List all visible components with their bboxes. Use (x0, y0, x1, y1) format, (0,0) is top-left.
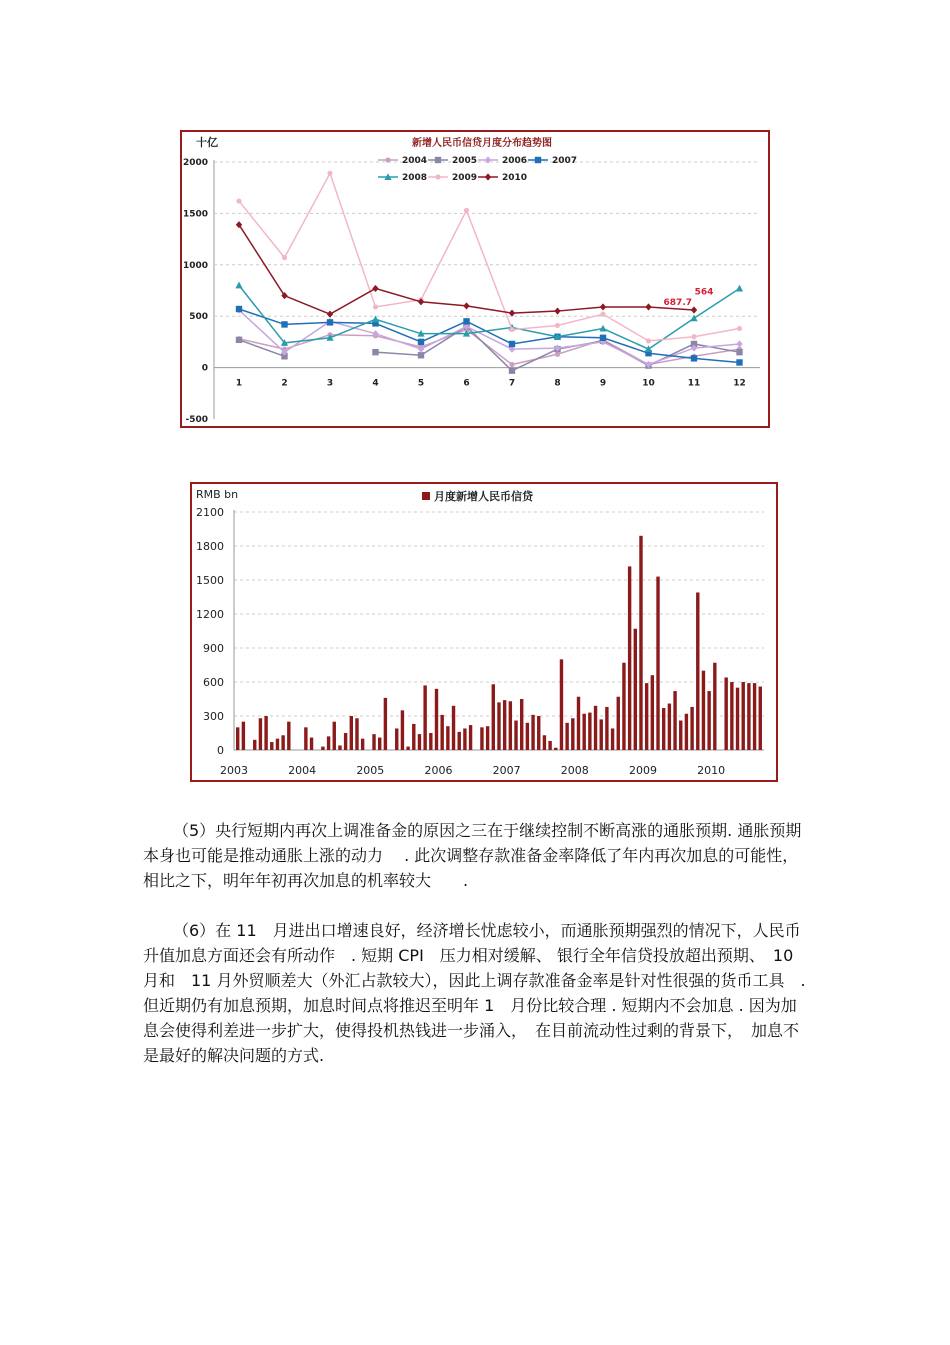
legend-marker (435, 174, 440, 179)
legend-label: 2008 (402, 173, 428, 183)
x-tick-label: 11 (687, 378, 701, 389)
data-point-2010 (372, 285, 378, 292)
data-point-2009 (646, 338, 651, 343)
bar (747, 683, 750, 750)
x-tick-label: 2009 (628, 764, 657, 777)
data-point-2006 (736, 340, 742, 347)
bar (668, 704, 671, 750)
bar (372, 734, 375, 750)
legend-label: 2009 (452, 173, 478, 183)
bar (554, 748, 557, 750)
bar (679, 721, 682, 750)
bar (759, 687, 762, 750)
legend-marker (385, 157, 390, 162)
x-tick-label: 2005 (356, 764, 385, 777)
bar (287, 722, 290, 750)
paragraph-5 (143, 818, 808, 893)
bar-chart-svg (192, 484, 776, 780)
paragraph-6-text: （6）在 11 月进出口增速良好，经济增长忧虑较小，而通胀预期强烈的情况下，人民币升值加息方面还会有所动作 . 短期 CPI 压力相对缓解、 银行全年信贷投放超出预期、 10 月和 11 月外贸顺差大（外汇占款较大），因此上调存款准备金率是针对性很强的货币工具 . 但近期仍有加息预期，加息时间点将推迟至明年 1 月份比较合理 . 短期内不会加息 . 因为加息会使得利差进一步扩大，使得投机热钱进一步涌入， 在目前流动性过剩的背景下， 加息不是最好的解决问题的方式. (143, 921, 806, 1065)
bar (742, 682, 745, 750)
data-point-2009 (691, 334, 696, 339)
bar (423, 685, 426, 750)
data-point-2007 (600, 335, 606, 341)
bar (446, 726, 449, 750)
bar (418, 734, 421, 750)
bar (673, 691, 676, 750)
bar (242, 722, 245, 750)
x-tick-label: 2004 (288, 764, 317, 777)
bar (600, 719, 603, 750)
bar (276, 739, 279, 750)
bar (304, 727, 307, 750)
data-point-2005 (418, 352, 424, 358)
data-point-2005 (509, 367, 515, 373)
bar (321, 747, 324, 750)
legend-marker (535, 157, 541, 163)
data-point-2009 (327, 171, 332, 176)
bar (378, 738, 381, 750)
legend-label: 月度新增人民币信贷 (434, 490, 533, 503)
line-chart-svg (182, 132, 768, 426)
bar (350, 716, 353, 750)
bar (458, 732, 461, 750)
data-point-2007 (281, 321, 287, 327)
bar (696, 592, 699, 750)
x-tick-label: 5 (417, 378, 425, 389)
bar (514, 721, 517, 750)
bar (486, 726, 489, 750)
data-point-2009 (600, 312, 605, 317)
legend-marker (485, 173, 491, 180)
bar (503, 700, 506, 750)
series-line-2007 (239, 309, 740, 362)
y-tick-label: 300 (203, 710, 224, 723)
bar (401, 710, 404, 750)
x-tick-label: 2007 (492, 764, 521, 777)
x-tick-label: 8 (554, 378, 561, 389)
bar (281, 735, 284, 750)
bar (435, 689, 438, 750)
bar (628, 566, 631, 750)
bar (480, 727, 483, 750)
bar (656, 577, 659, 750)
x-tick-label: 2010 (697, 764, 726, 777)
y-tick-label: 1500 (196, 574, 224, 587)
bar (253, 740, 256, 750)
bar (685, 714, 688, 750)
bar (520, 699, 523, 750)
bar (577, 697, 580, 750)
bar (690, 707, 693, 750)
data-point-2009 (236, 198, 241, 203)
bar (264, 716, 267, 750)
y-tick-label: 0 (217, 744, 224, 757)
legend-label: 2007 (552, 156, 578, 166)
line-chart-monthly-loans (180, 130, 770, 428)
bar (611, 728, 614, 750)
data-point-2005 (372, 349, 378, 355)
bar (543, 735, 546, 750)
bar (548, 741, 551, 750)
x-tick-label: 4 (372, 378, 379, 389)
bar (537, 716, 540, 750)
x-tick-label: 6 (463, 378, 470, 389)
x-tick-label: 1 (235, 378, 243, 389)
bar (645, 683, 648, 750)
legend-label: 2005 (452, 156, 478, 166)
x-tick-label: 12 (733, 378, 746, 389)
paragraph-5-text: （5）央行短期内再次上调准备金的原因之三在于继续控制不断高涨的通胀预期. 通胀预期本身也可能是推动通胀上涨的动力 . 此次调整存款准备金率降低了年内再次加息的可能性，相比之下，明年年初再次加息的机率较大 . (143, 821, 802, 890)
data-point-2008 (690, 314, 697, 321)
data-point-2005 (236, 337, 242, 343)
bar (361, 739, 364, 750)
bar (560, 659, 563, 750)
data-point-2009 (737, 326, 742, 331)
legend-swatch (422, 492, 430, 500)
bar (270, 742, 273, 750)
data-point-2010 (645, 303, 651, 310)
series-line-2006 (239, 310, 740, 364)
y-tick-label: 1500 (182, 209, 208, 220)
y-tick-label: 0 (201, 363, 208, 374)
legend-label: 2010 (502, 173, 528, 183)
bar (753, 683, 756, 750)
legend-marker (485, 156, 491, 163)
bar (509, 701, 512, 750)
y-tick-label: 2000 (182, 158, 208, 168)
bar (384, 698, 387, 750)
y-tick-label: 2100 (196, 506, 224, 519)
bar-chart-monthly-loans (190, 482, 778, 782)
bar (344, 733, 347, 750)
chart-title: 新增人民币信贷月度分布趋势图 (412, 138, 552, 149)
paragraph-6 (143, 918, 808, 1068)
bar (730, 682, 733, 750)
bar (622, 663, 625, 750)
annotation-label: 564 (694, 287, 714, 298)
x-tick-label: 9 (599, 378, 607, 389)
bar (651, 675, 654, 750)
data-point-2007 (236, 306, 242, 312)
bar (639, 536, 642, 750)
bar (588, 713, 591, 750)
series-line-2010 (239, 225, 694, 314)
y-axis-label: RMB bn (196, 488, 239, 501)
data-point-2007 (463, 318, 469, 324)
bar (236, 727, 239, 750)
x-tick-label: 2003 (220, 764, 248, 777)
bar (662, 708, 665, 750)
bar (412, 724, 415, 750)
y-axis-label: 十亿 (196, 136, 218, 149)
y-tick-label: -500 (185, 415, 208, 425)
bar (565, 723, 568, 750)
legend-label: 2006 (502, 156, 528, 166)
bar (310, 738, 313, 750)
bar (333, 722, 336, 750)
data-point-2010 (509, 310, 515, 317)
data-point-2004 (509, 362, 514, 367)
y-tick-label: 1000 (182, 260, 208, 271)
bar (594, 706, 597, 750)
bar (526, 723, 529, 750)
bar (429, 733, 432, 750)
bar (634, 629, 637, 750)
data-point-2009 (509, 327, 514, 332)
data-point-2007 (418, 339, 424, 345)
bar (355, 718, 358, 750)
x-tick-label: 2006 (424, 764, 453, 777)
data-point-2009 (464, 208, 469, 213)
data-point-2007 (509, 341, 515, 347)
bar (605, 707, 608, 750)
bar (492, 684, 495, 750)
bar (724, 677, 727, 750)
bar (707, 691, 710, 750)
x-tick-label: 2 (281, 378, 288, 389)
data-point-2007 (327, 319, 333, 325)
y-tick-label: 900 (203, 642, 224, 655)
legend-label: 2004 (402, 156, 428, 166)
bar (259, 718, 262, 750)
bar (395, 728, 398, 750)
data-point-2008 (736, 285, 743, 292)
data-point-2009 (555, 323, 560, 328)
x-tick-label: 10 (642, 378, 655, 389)
data-point-2010 (600, 303, 606, 310)
bar (463, 728, 466, 750)
bar (582, 714, 585, 750)
y-tick-label: 600 (203, 676, 224, 689)
data-point-2005 (736, 349, 742, 355)
bar (469, 725, 472, 750)
bar (327, 736, 330, 750)
y-tick-label: 1800 (196, 540, 224, 553)
bar (338, 745, 341, 750)
data-point-2010 (327, 311, 333, 318)
data-point-2004 (555, 352, 560, 357)
data-point-2007 (691, 355, 697, 361)
data-point-2008 (235, 282, 242, 289)
annotation-label: 687.7 (663, 297, 692, 308)
bar (702, 671, 705, 750)
legend-marker (435, 157, 441, 163)
bar (452, 706, 455, 750)
bar (713, 663, 716, 750)
x-tick-label: 3 (326, 378, 334, 389)
data-point-2007 (736, 359, 742, 365)
bar (440, 715, 443, 750)
bar (406, 747, 409, 750)
data-point-2008 (599, 325, 606, 332)
data-point-2010 (463, 302, 469, 309)
data-point-2009 (373, 304, 378, 309)
bar (497, 702, 500, 750)
x-tick-label: 7 (508, 378, 516, 389)
bar (617, 697, 620, 750)
x-tick-label: 2008 (560, 764, 589, 777)
data-point-2009 (282, 255, 287, 260)
y-tick-label: 1200 (196, 608, 224, 621)
bar (571, 718, 574, 750)
bar (531, 715, 534, 750)
y-tick-label: 500 (189, 312, 208, 323)
bar (736, 688, 739, 750)
data-point-2010 (554, 307, 560, 314)
